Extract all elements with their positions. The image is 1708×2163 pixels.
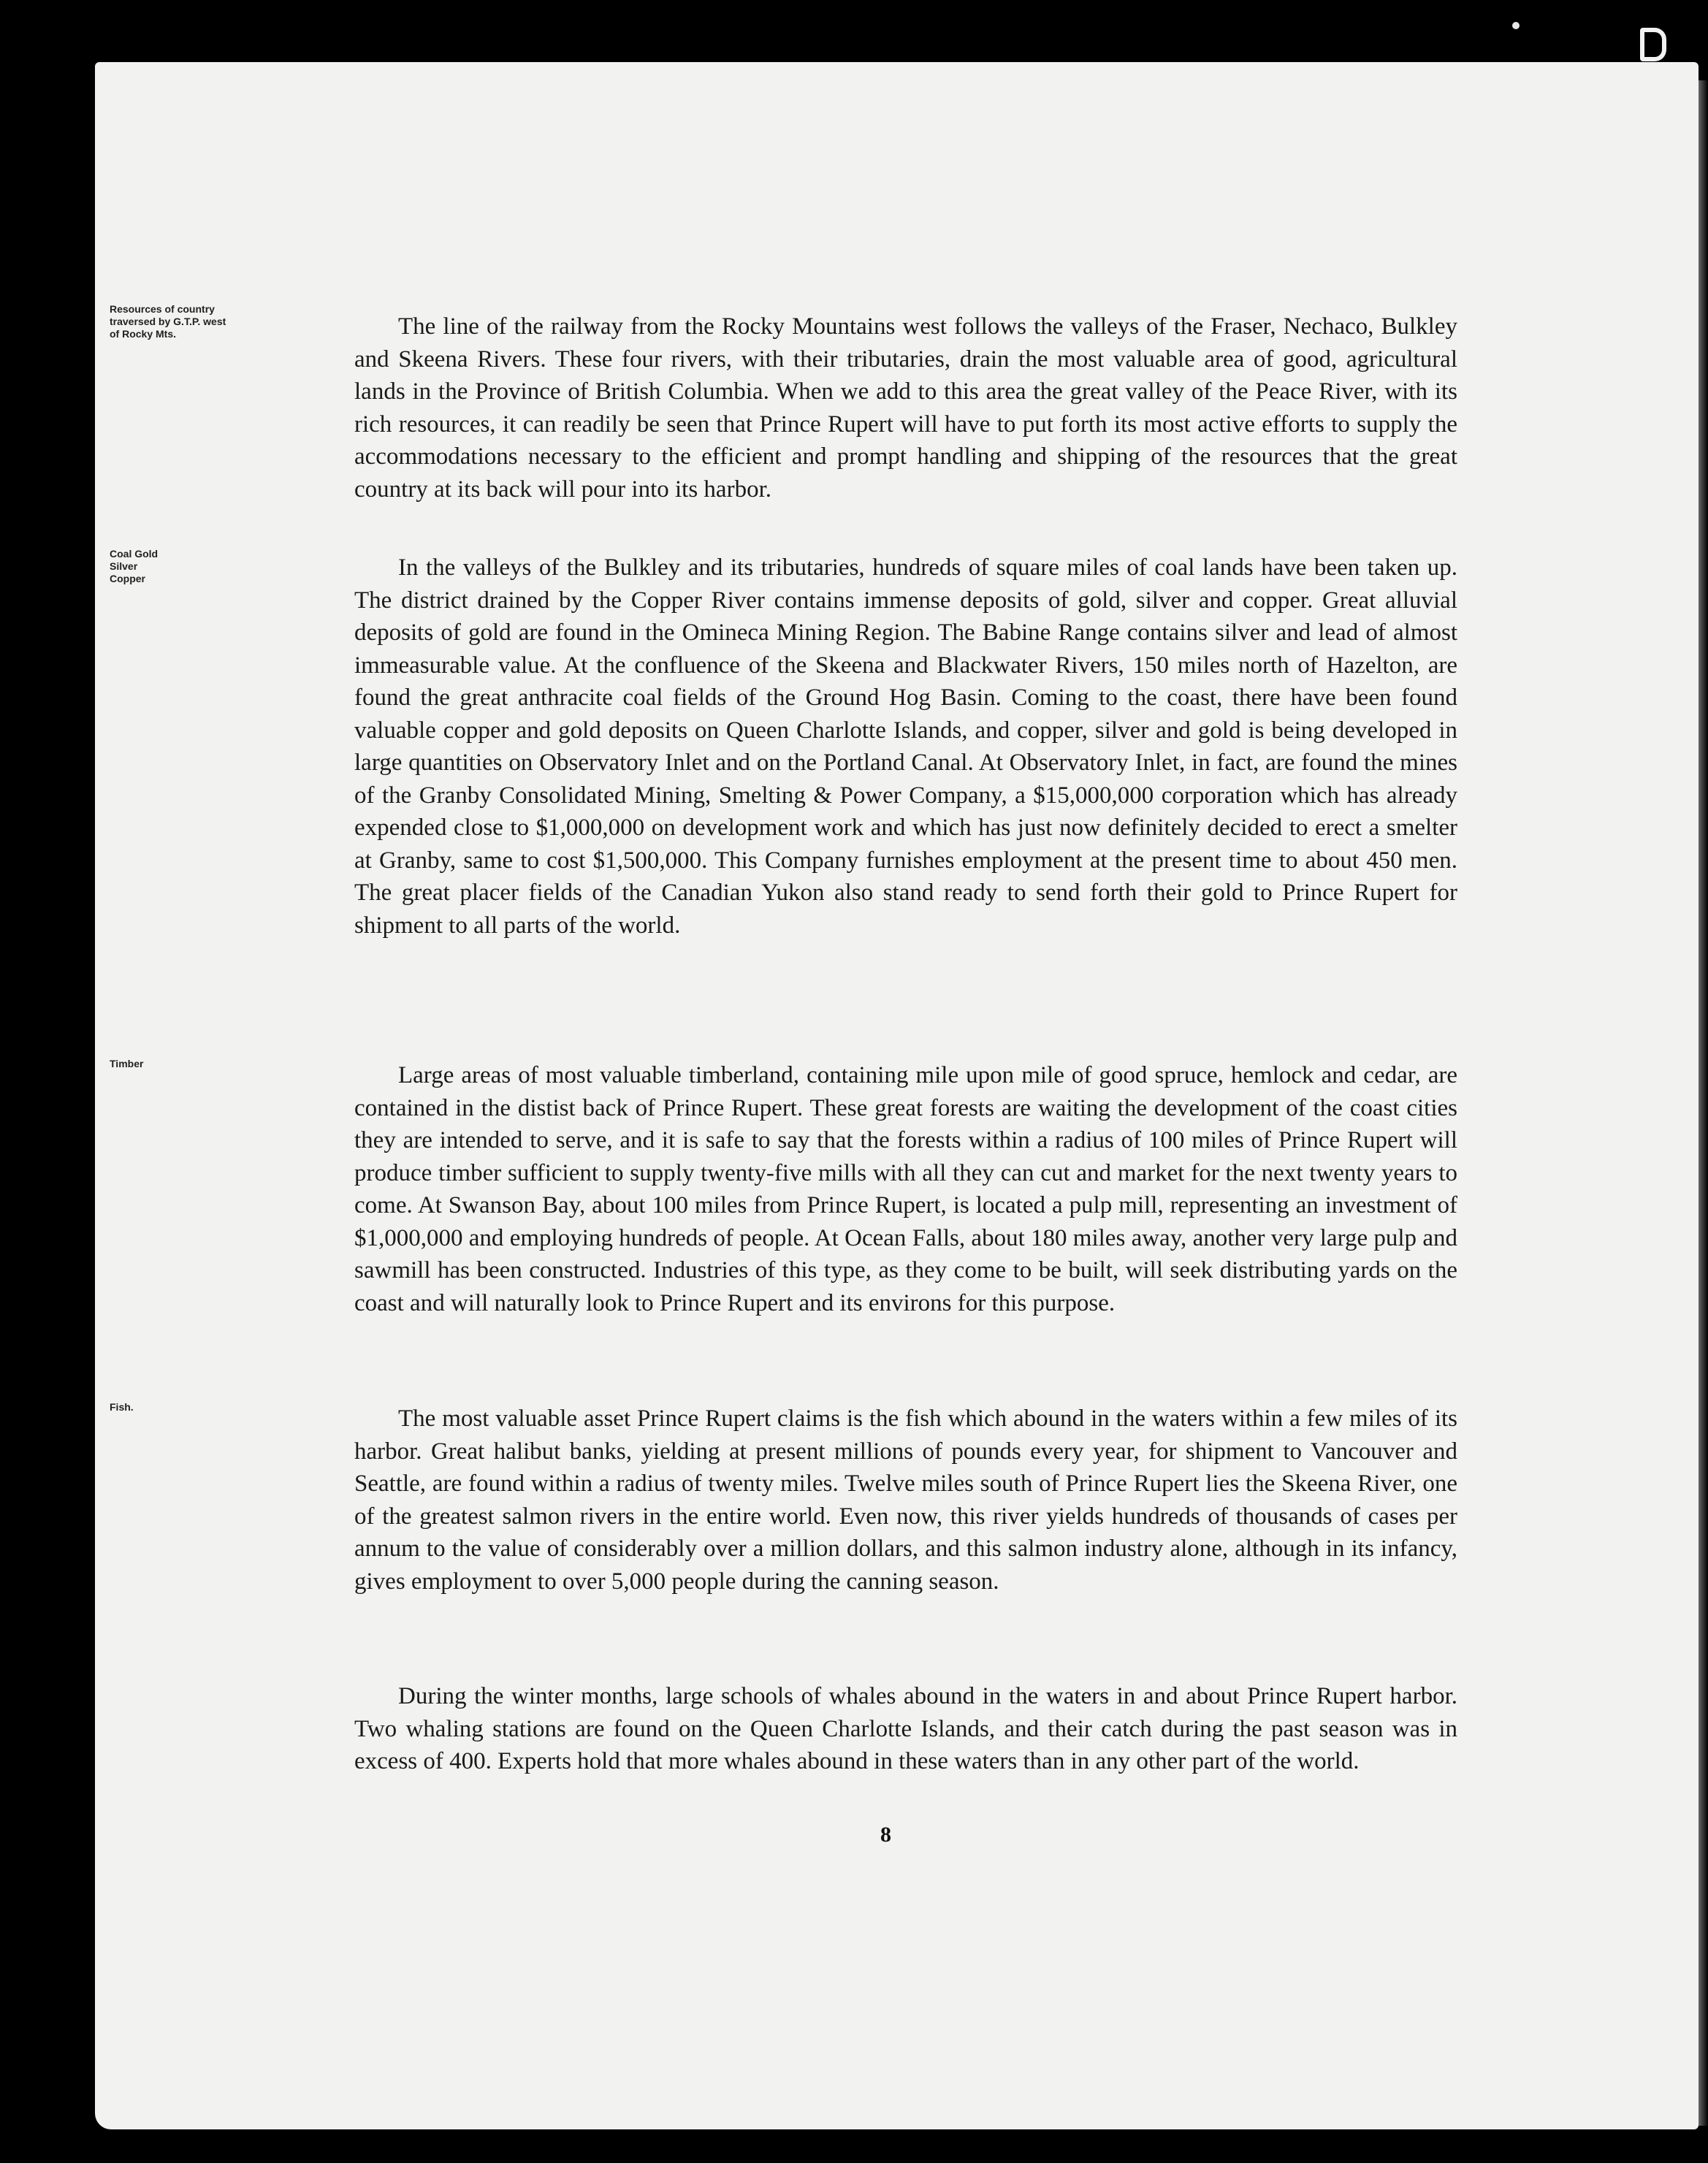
paragraph-fish: The most valuable asset Prince Rupert claims is the fish which abound in the waters within a few miles of its harbor. Great halibut banks, yielding at present millions of pounds every year, for shipment to Vancouver and Seattle, are found within a radius of twenty miles. Twelve miles south of Prince Rupert lies the Skeena River, one of the greatest salmon rivers in the entire world. Even now, this river yields hundreds of thousands of cases per annum to the value of considerably over a million dollars, and this salmon industry alone, although in its infancy, gives employment to over 5,000 people during the canning season. <box>354 1405 1457 1595</box>
sidenote-fish: Fish. <box>110 1401 134 1413</box>
paragraph-whales: During the winter months, large schools of whales abound in the waters in and about Prince Rupert harbor. Two whaling stations are found on the Queen Charlotte Islands, and their catch during the past season was in excess of 400. Experts hold that more whales abound in these waters than in any other part of the world. <box>354 1683 1457 1774</box>
paragraph-minerals: In the valleys of the Bulkley and its tributaries, hundreds of square miles of coal lands have been taken up. The district drained by the Copper River contains immense deposits of gold, silver and copper. Great alluvial deposits of gold are found in the Omineca Mining Region. The Babine Range contains silver and lead of almost immeasurable value. At the confluence of the Skeena and Blackwater Rivers, 150 miles north of Hazelton, are found the great anthracite coal fields of the Ground Hog Basin. Coming to the coast, there have been found valuable copper and gold deposits on Queen Charlotte Islands, and copper, silver and gold is being developed in large quantities on Observatory Inlet and on the Portland Canal. At Observatory Inlet, in fact, are found the mines of the Granby Consolidated Mining, Smelting & Power Company, a $15,000,000 corporation which has already expended close to $1,000,000 on development work and which has just now definitely decided to erect a smelter at Granby, same to cost $1,500,000. This Company furnishes employment at the present time to about 450 men. The great placer fields of the Canadian Yukon also stand ready to send forth their gold to Prince Rupert for shipment to all parts of the world. <box>354 554 1457 939</box>
paragraph-railway-resources: The line of the railway from the Rocky Mountains west follows the valleys of the Fraser, Nechaco, Bulkley and Skeena Rivers. These four rivers, with their tributaries, drain the most valuable area of good, agricultural lands in the Province of British Columbia. When we add to this area the great valley of the Peace River, with its rich resources, it can readily be seen that Prince Rupert will have to put forth its most active efforts to supply the accommodations necessary to the efficient and prompt handling and shipping of the resources that the great country at its back will pour into its harbor. <box>354 313 1457 503</box>
speck-dot-icon <box>1512 22 1520 29</box>
page-notch <box>1465 63 1481 73</box>
paragraph-timber: Large areas of most valuable timberland, containing mile upon mile of good spruce, hemlock and cedar, are contained in the distist back of Prince Rupert. These great forests are waiting the development of the coast cities they are intended to serve, and it is safe to say that the forests within a radius of 100 miles of Prince Rupert will produce timber sufficient to supply twenty-five mills with all they can cut and market for the next twenty years to come. At Swanson Bay, about 100 miles from Prince Rupert, is located a pulp mill, representing an investment of $1,000,000 and employing hundreds of people. At Ocean Falls, about 180 miles away, another very large pulp and sawmill has been constructed. Industries of this type, as they come to be built, will seek distributing yards on the coast and will naturally look to Prince Rupert and its environs for this purpose. <box>354 1062 1457 1316</box>
sidenote-timber: Timber <box>110 1058 144 1069</box>
sidenote-resources: Resources of country traversed by G.T.P. west of Rocky Mts. <box>110 303 226 340</box>
sidenote-minerals: Coal Gold Silver Copper <box>110 548 159 584</box>
corner-mark-icon <box>1640 28 1666 61</box>
page-number: 8 <box>880 1823 891 1847</box>
